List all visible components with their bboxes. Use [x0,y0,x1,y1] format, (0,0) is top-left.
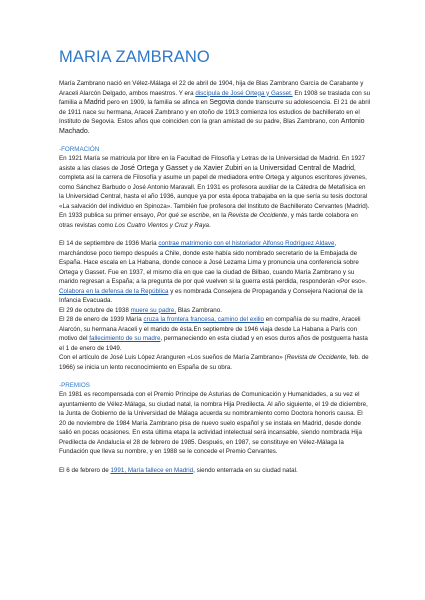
exilio-text-3: y es nombrada Consejera de Propaganda y Consejera Nacional de la Infancia Evacuada. [59,287,363,304]
muere-padre-link[interactable]: muere su padre, [130,306,177,314]
formacion-text-4: , completa así la carrera de Filosofía y asume un papel de mediadora entre Ortega y algunos escritores jóvenes, como Sánchez Barbudo o José Antonio Maravall. En 1931 es profesora auxiliar de la Cátedra de Metafísica en la Universidad Central, hasta el año 1936, aunque ya por esta época trabajaba en la que sería su tesis doctoral «La salvación del individuo en Spinoza». También fue profesora del Instituto de Bachillerato Cervantes (Madrid). En 1933 publica su primer ensayo, [59,164,370,219]
muerte-text-1: El 6 de febrero de [59,466,111,474]
exilio-text-2: , marchándose poco tiempo después a Chile, donde este había sido nombrado secretario de la Embajada de España. Hace escala en La Habana, donde conoce a José Lezama Lima y pronuncia una conferencia sobre Ortega y Gasset. Fue en 1937, el mismo día en que cae la ciudad de Bilbao, cuando María Zambrano y su marido regresan a España; a la pregunta de por qué vuelven si la guerra está perdida, responderán «Por eso». [59,240,367,285]
madre-link[interactable]: fallecimiento de su madre [89,335,161,342]
formacion-ortega: José Ortega y Gasset [120,164,188,172]
formacion-heading: -FORMACIÓN [59,146,100,153]
formacion-text-1: En 1921 María se matricula por libre en la Facultad de Filosofía y Letras de la Universidad de Madrid. En 1927 asiste a las clases de [59,155,366,172]
fallece-link[interactable]: 1991, María fallece en Madrid [110,466,194,474]
padre-text-1: El 29 de octubre de 1938 [59,306,131,314]
formacion-text-3: en la [242,164,260,172]
intro-paragraph [59,79,371,136]
formacion-text-2: y de [187,164,204,172]
muerte-paragraph [59,466,371,476]
formacion-text-5: , en la [209,212,228,219]
frontera-text-1: El 28 de enero de 1939 María [59,316,144,323]
formacion-revista: Revista de Occidente [227,212,288,219]
intro-text-5: . [87,127,90,135]
formacion-text-6: , y más tarde colabora en otras revistas como [59,212,358,229]
premios-paragraph: En 1981 es recompensada con el Premio Príncipe de Asturias de Comunicación y Humanidades, a su vez el ayuntamiento de Vélez-Málaga, su ciudad natal, la nombra Hija Predilecta. Al año siguiente, el 19 de diciembre, la Junta de Gobierno de la Universidad de Málaga acuerda su nombramiento como Doctora honoris causa. El 20 de noviembre de 1984 María Zambrano pisa de nuevo suelo español y se instala en Madrid, desde donde salió en pocas ocasiones. En esta última etapa la actividad intelectual será incansable, siendo nombrada Hija Predilecta de Andalucía el 28 de febrero de 1985. Después, en 1987, se constituye en Vélez-Málaga la Fundación que lleva su nombre, y en 1988 se le concede el Premio Cervantes. [59,391,368,455]
padre-text-2: Blas Zambrano. [176,306,222,314]
matrimonio-link[interactable]: contrae matrimonio con el historiador Alfonso Rodríguez Aldave [158,240,335,247]
muerte-text-2: , siendo enterrada en su ciudad natal. [193,466,298,474]
formacion-zubiri: Xavier Zubiri [203,164,243,172]
premios-heading: -PREMIOS [59,382,90,389]
exilio-paragraph [59,239,371,306]
intro-machado: Antonio Machado [59,118,365,135]
frontera-text-3: , permaneciendo en esta ciudad y en esos duros años de postguerra hasta el 1 de enero de 1949. [59,335,368,352]
intro-text-1: María Zambrano nació en Vélez-Málaga el 22 de abril de 1904, hija de Blas Zambrano García de Carabante y Araceli Alarcón Delgado, ambos maestros. Y era [59,80,364,97]
aranguren-paragraph [59,353,371,372]
page-title: MARIA ZAMBRANO [59,48,210,66]
formacion-revistas: Los Cuatro Vientos y Cruz y Raya [114,221,209,229]
frontera-text-2: en compañía de su madre, Araceli Alarcón, su hermana Araceli y el marido de ésta.En septiembre de 1946 viaja desde La Habana a París con motivo del [59,316,361,342]
exilio-link[interactable]: cruza la frontera francesa, camino del exilio [143,316,264,323]
formacion-paragraph [59,154,371,230]
intro-segovia: Segovia [209,99,235,106]
frontera-paragraph [59,315,371,353]
formacion-ensayo-title: Por qué se escribe [156,212,210,219]
intro-madrid: Madrid [84,99,106,106]
aranguren-text-2: , feb. de 1966) se inicia un lento reconocimiento en España de su obra. [59,354,369,371]
ortega-link[interactable]: discípula de José Ortega y Gasset. [195,89,293,97]
aranguren-text-1: Con el artículo de José Luis López Aranguren «Los sueños de María Zambrano» ( [59,354,287,361]
document-page [59,48,371,484]
exilio-text-1: El 14 de septiembre de 1936 María [59,240,159,247]
intro-text-4: donde transcurre su adolescencia. El 21 de abril de 1911 nace su hermana, Araceli Zambrano y en otoño de 1913 comienza los estudios de bachillerato en el Instituto de Segovia. Estos años que coinciden con la gran amistad de su padre, Blas Zambrano, con [59,99,371,125]
intro-text-2: En 1908 se traslada con su familia a [59,89,371,106]
formacion-universidad: Universidad Central de Madrid [259,164,355,172]
aranguren-revista: Revista de Occidente [286,354,346,361]
republica-link[interactable]: Colabora en la defensa de la República [59,287,169,295]
padre-paragraph [59,306,371,316]
formacion-text-7: . [208,221,211,229]
intro-text-3: pero en 1909, la familia se afinca en [105,99,210,106]
